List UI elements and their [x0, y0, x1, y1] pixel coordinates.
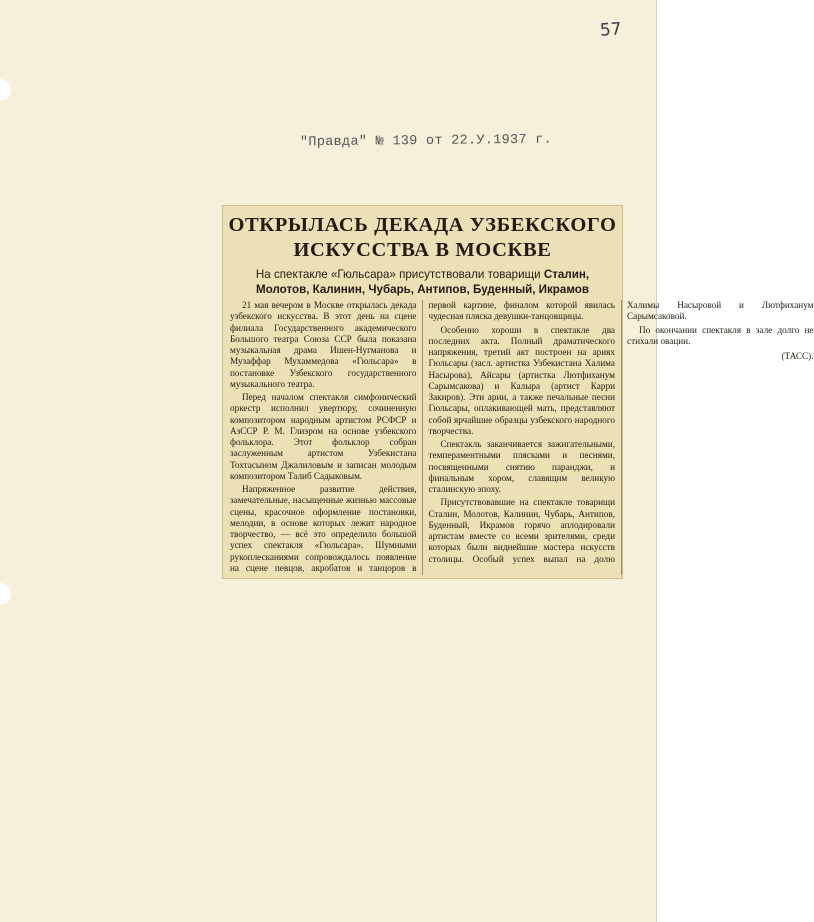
newspaper-clipping — [222, 205, 814, 579]
article-paragraph: 21 мая вечером в Москве открылась декада узбекского искусства. В этот день на сцене филиала Государственного академического Большого театра Союза ССР была показана музыкальная драма Ишен-Нугманова и Музаффар Мухаммедова «Гюльсара» в постановке Узбекского государственного музыкального театра. — [230, 300, 417, 389]
subhead-names: Молотов, Калинин, Чубарь, Антипов, Буденный, Икрамов — [256, 283, 589, 296]
typed-source-line: "Правда" № 139 от 22.У.1937 г. — [299, 132, 553, 151]
article-paragraph: Напряженное развитие действия, замечательные, насыщенные жизнью массовые сцены, красочное оформление постановки, мелодии, в основе которых лежит народное творчество, — всё это определило большой успех спектакля «Гюльсара». Шумными рукоплесканиями сопровождалось появление на сцене певцов, акробатов и танцоров в первой картине, финалом которой явилась чудесная пляска девушки-танцовщицы. — [230, 300, 615, 573]
article-body — [230, 300, 814, 575]
handwritten-page-number: 57 — [599, 19, 623, 41]
article-paragraph: Спектакль заканчивается зажигательными, темпераментными плясками и песнями, посвященными снятию паранджи, и финальным хором, славящим великую сталинскую эпоху. — [428, 439, 615, 494]
subhead-names: Сталин, — [543, 268, 590, 281]
article-paragraph: Перед началом спектакля симфонический оркестр исполнил увертюру, сочиненную композитором народным артистом РСФСР и АзССР Р. М. Глиэром на основе узбекского фольклора. Этот фольклор собран заслуженным артистом Узбекистана Тохтасыном Джалиловым и записан молодым композитором Талиб Садыковым. — [230, 392, 417, 481]
article-paragraph: Особенно хороши в спектакле два последних акта. Полный драматического напряжения, третий акт построен на ариях Гюльсары (засл. артистка Узбекистана Халима Насырова), Айсары (артистка Лютфиханум Сарымсакова) и Калыра (артист Карри Закиров). Эти арии, а также печальные песни Гюльсары, оплакивающей мать, представляют собой ярчайшие образцы узбекского народного творчества. — [428, 324, 615, 436]
article-headline — [228, 213, 617, 263]
headline-line: ОТКРЫЛАСЬ ДЕКАДА УЗБЕКСКОГО — [228, 214, 617, 236]
article-paragraph: Присутствовавшие на спектакле товарищи Сталин, Молотов, Калинин, Чубарь, Антипов, Буденный, Икрамов горячо аплодировали артистам вместе со всеми зрителями, среди которых были виднейшие мастера искусств столицы. Особый успех выпал на долю Халимы Насыровой и Лютфиханум Сарымсаковой. — [428, 300, 814, 564]
article-subheadline — [232, 267, 613, 297]
article-paragraph: По окончании спектакля в зале долго не стихали овации. — [627, 324, 814, 346]
headline-line: ИСКУССТВА В МОСКВЕ — [293, 239, 552, 261]
punch-hole — [0, 79, 11, 101]
article-signature: (ТАСС). — [781, 351, 814, 361]
punch-hole — [0, 583, 11, 605]
subhead-intro: На спектакле «Гюльсара» присутствовали товарищи — [255, 268, 541, 281]
